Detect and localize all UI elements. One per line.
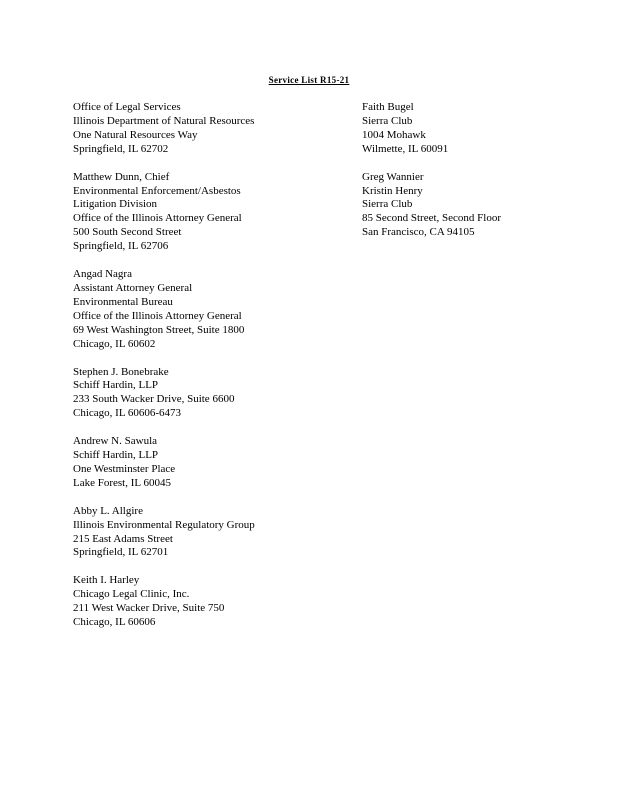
service-list-entry bbox=[73, 268, 343, 351]
entry-name: Office of Legal Services bbox=[73, 101, 181, 113]
entry-address-line: 500 South Second Street bbox=[73, 226, 182, 239]
entry-address-line: Illinois Department of Natural Resources bbox=[73, 114, 255, 127]
entry-address-line: Chicago, IL 60606-6473 bbox=[73, 407, 182, 420]
entry-address-line: Litigation Division bbox=[73, 198, 158, 211]
service-list-entry bbox=[362, 171, 602, 241]
entry-address-line: Chicago, IL 60602 bbox=[73, 337, 156, 350]
entry-address-line: Lake Forest, IL 60045 bbox=[73, 476, 171, 489]
entry-address-line: Springfield, IL 62701 bbox=[73, 546, 169, 559]
entry-address-line: Chicago, IL 60606 bbox=[73, 616, 156, 629]
entry-address-line: Illinois Environmental Regulatory Group bbox=[73, 518, 255, 531]
service-list-entry bbox=[73, 366, 343, 422]
entry-address-line: Office of the Illinois Attorney General bbox=[73, 212, 242, 225]
entry-name: Stephen J. Bonebrake bbox=[73, 365, 169, 378]
service-list-entry bbox=[73, 574, 343, 630]
entry-address-line: Environmental Enforcement/Asbestos bbox=[73, 184, 241, 197]
service-list-entry bbox=[73, 101, 343, 157]
service-list-right-column bbox=[362, 101, 602, 254]
service-list-left-column bbox=[73, 101, 343, 644]
service-list-entry bbox=[73, 171, 343, 254]
entry-address-line: Springfield, IL 62706 bbox=[73, 240, 169, 253]
entry-name: Faith Bugel bbox=[362, 101, 414, 113]
service-list-entry bbox=[73, 505, 343, 561]
entry-name: Matthew Dunn, Chief bbox=[73, 170, 170, 183]
entry-address-line: 69 West Washington Street, Suite 1800 bbox=[73, 323, 245, 336]
entry-address-line: One Westminster Place bbox=[73, 462, 176, 475]
entry-address-line: 215 East Adams Street bbox=[73, 532, 173, 545]
service-list-entry bbox=[362, 101, 602, 157]
entry-address-line: Sierra Club bbox=[362, 198, 413, 211]
entry-address-line: 1004 Mohawk bbox=[362, 128, 426, 141]
entry-address-line: Chicago Legal Clinic, Inc. bbox=[73, 588, 190, 601]
entry-address-line: 233 South Wacker Drive, Suite 6600 bbox=[73, 393, 235, 406]
entry-address-line: Schiff Hardin, LLP bbox=[73, 449, 159, 462]
entry-name: Andrew N. Sawula bbox=[73, 435, 158, 448]
entry-address-line: Office of the Illinois Attorney General bbox=[73, 309, 242, 322]
entry-address-line: Sierra Club bbox=[362, 114, 413, 127]
entry-address-line: Kristin Henry bbox=[362, 184, 423, 197]
page-title: Service List R15-21 bbox=[268, 75, 350, 85]
entry-address-line: Wilmette, IL 60091 bbox=[362, 142, 449, 155]
entry-name: Keith I. Harley bbox=[73, 574, 140, 587]
entry-name: Abby L. Allgire bbox=[73, 504, 143, 517]
entry-address-line: 85 Second Street, Second Floor bbox=[362, 212, 502, 225]
service-list-entry bbox=[73, 435, 343, 491]
entry-address-line: Schiff Hardin, LLP bbox=[73, 379, 159, 392]
entry-name: Angad Nagra bbox=[73, 268, 132, 281]
entry-name: Greg Wannier bbox=[362, 170, 424, 183]
entry-address-line: San Francisco, CA 94105 bbox=[362, 226, 475, 239]
entry-address-line: Springfield, IL 62702 bbox=[73, 142, 169, 155]
entry-address-line: 211 West Wacker Drive, Suite 750 bbox=[73, 602, 225, 615]
entry-address-line: Assistant Attorney General bbox=[73, 281, 193, 294]
entry-address-line: One Natural Resources Way bbox=[73, 128, 198, 141]
entry-address-line: Environmental Bureau bbox=[73, 295, 173, 308]
